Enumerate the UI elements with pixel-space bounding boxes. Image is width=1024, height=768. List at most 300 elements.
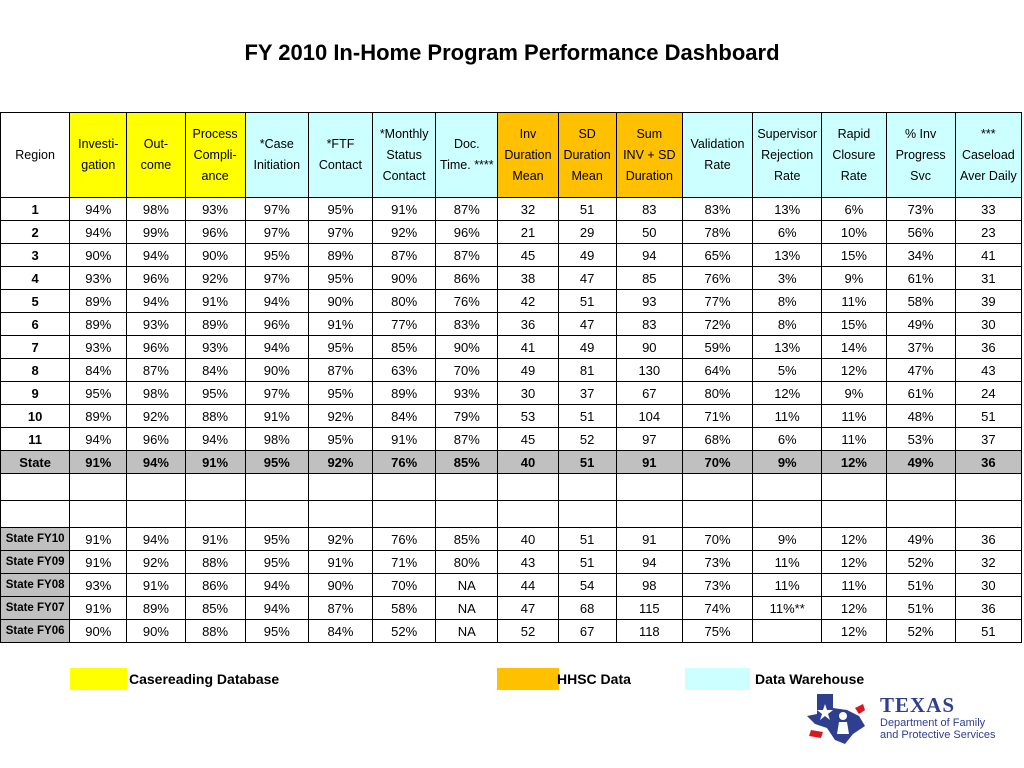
column-header: % Inv Progress Svc	[886, 113, 955, 198]
table-cell: 80%	[682, 382, 752, 405]
table-cell: 21	[498, 221, 558, 244]
table-cell: 96%	[127, 336, 185, 359]
empty-cell	[245, 474, 308, 501]
table-cell: NA	[436, 574, 498, 597]
table-cell: 40	[498, 528, 558, 551]
table-cell: 98%	[127, 382, 185, 405]
table-cell: 89%	[185, 313, 245, 336]
logo-title: TEXAS	[880, 693, 956, 717]
table-cell: 70%	[373, 574, 436, 597]
table-cell: 95%	[245, 620, 308, 643]
table-cell: 32	[955, 551, 1021, 574]
table-cell: 65%	[682, 244, 752, 267]
table-cell: 92%	[127, 551, 185, 574]
table-cell: 94%	[245, 597, 308, 620]
table-cell: 49	[498, 359, 558, 382]
empty-cell	[436, 474, 498, 501]
table-cell: 95%	[70, 382, 127, 405]
table-cell: 95%	[245, 244, 308, 267]
table-cell: 97%	[245, 382, 308, 405]
table-cell: 11%	[753, 551, 822, 574]
column-header: Doc. Time. ****	[436, 113, 498, 198]
row-label: 6	[1, 313, 70, 336]
table-cell: 41	[955, 244, 1021, 267]
region-row	[1, 382, 1022, 405]
table-cell: 29	[558, 221, 616, 244]
table-cell: 94%	[245, 574, 308, 597]
table-cell: 104	[616, 405, 682, 428]
table-cell: 59%	[682, 336, 752, 359]
empty-cell	[558, 474, 616, 501]
table-cell: 95%	[245, 551, 308, 574]
empty-cell	[753, 474, 822, 501]
row-label: State FY10	[1, 528, 70, 551]
empty-cell	[955, 474, 1021, 501]
empty-cell	[70, 501, 127, 528]
table-cell: 87%	[436, 198, 498, 221]
table-cell: 93%	[436, 382, 498, 405]
table-cell: NA	[436, 597, 498, 620]
empty-cell	[886, 501, 955, 528]
table-cell: 76%	[436, 290, 498, 313]
table-cell: 93%	[127, 313, 185, 336]
table-cell: 87%	[436, 244, 498, 267]
empty-cell	[886, 474, 955, 501]
table-cell: 40	[498, 451, 558, 474]
table-cell: 86%	[185, 574, 245, 597]
table-cell: 89%	[373, 382, 436, 405]
table-cell: 49	[558, 336, 616, 359]
table-cell: 77%	[682, 290, 752, 313]
table-cell: 92%	[373, 221, 436, 244]
table-cell: 90%	[308, 574, 372, 597]
table-cell: 90%	[70, 244, 127, 267]
table-cell: 90%	[70, 620, 127, 643]
empty-cell	[558, 501, 616, 528]
table-cell: 85%	[373, 336, 436, 359]
table-cell: 70%	[436, 359, 498, 382]
table-cell: 63%	[373, 359, 436, 382]
column-header: *** Caseload Aver Daily	[955, 113, 1021, 198]
empty-cell	[822, 501, 886, 528]
table-cell: 37	[955, 428, 1021, 451]
table-cell: 94%	[185, 428, 245, 451]
table-cell: 5%	[753, 359, 822, 382]
column-header: *Monthly Status Contact	[373, 113, 436, 198]
table-cell: 39	[955, 290, 1021, 313]
table-cell: 70%	[682, 528, 752, 551]
table-cell: 80%	[436, 551, 498, 574]
table-cell: 6%	[753, 428, 822, 451]
table-cell: 78%	[682, 221, 752, 244]
table-cell: 91%	[185, 451, 245, 474]
table-cell: 70%	[682, 451, 752, 474]
legend-label-hhsc: HHSC Data	[557, 671, 631, 687]
table-cell: 92%	[185, 267, 245, 290]
row-label: 10	[1, 405, 70, 428]
table-cell: 94%	[70, 428, 127, 451]
table-cell: 51	[558, 405, 616, 428]
table-cell: 91%	[185, 528, 245, 551]
table-cell: 12%	[822, 551, 886, 574]
table-cell: 61%	[886, 267, 955, 290]
empty-cell	[373, 474, 436, 501]
empty-cell	[682, 474, 752, 501]
table-cell: 67	[558, 620, 616, 643]
region-row	[1, 405, 1022, 428]
table-cell: 90%	[185, 244, 245, 267]
table-cell: 12%	[753, 382, 822, 405]
table-cell: 24	[955, 382, 1021, 405]
table-cell: 90%	[436, 336, 498, 359]
table-cell: 97	[616, 428, 682, 451]
table-cell: 61%	[886, 382, 955, 405]
row-label: 4	[1, 267, 70, 290]
history-row	[1, 528, 1022, 551]
table-cell: 91%	[70, 528, 127, 551]
table-cell: 93%	[70, 267, 127, 290]
row-label: State FY07	[1, 597, 70, 620]
table-cell: 86%	[436, 267, 498, 290]
table-cell: 47%	[886, 359, 955, 382]
table-cell: 36	[498, 313, 558, 336]
column-header: Investi- gation	[70, 113, 127, 198]
table-cell: 93%	[70, 574, 127, 597]
table-cell: 51	[955, 405, 1021, 428]
table-cell: 91	[616, 451, 682, 474]
table-cell: 76%	[373, 451, 436, 474]
table-cell: 95%	[308, 267, 372, 290]
row-label: 5	[1, 290, 70, 313]
empty-cell	[616, 474, 682, 501]
column-header: Region	[1, 113, 70, 198]
table-cell: 9%	[753, 451, 822, 474]
table-cell: 99%	[127, 221, 185, 244]
empty-cell	[308, 501, 372, 528]
row-label: 11	[1, 428, 70, 451]
table-cell: 84%	[373, 405, 436, 428]
column-header: Process Compli- ance	[185, 113, 245, 198]
region-row	[1, 313, 1022, 336]
table-cell: 49%	[886, 528, 955, 551]
row-label: 9	[1, 382, 70, 405]
table-cell: 87%	[436, 428, 498, 451]
region-row	[1, 221, 1022, 244]
table-cell: 9%	[822, 267, 886, 290]
table-cell: 51%	[886, 574, 955, 597]
empty-cell	[308, 474, 372, 501]
table-cell: 94	[616, 551, 682, 574]
column-header: Out- come	[127, 113, 185, 198]
legend-swatch-data-warehouse	[685, 668, 750, 690]
table-cell: 36	[955, 336, 1021, 359]
table-cell: 96%	[436, 221, 498, 244]
table-cell: 12%	[822, 451, 886, 474]
table-cell: 74%	[682, 597, 752, 620]
table-cell: 12%	[822, 528, 886, 551]
table-cell: 11%	[753, 574, 822, 597]
region-row	[1, 198, 1022, 221]
table-cell: 72%	[682, 313, 752, 336]
column-header: Validation Rate	[682, 113, 752, 198]
table-cell: 88%	[185, 551, 245, 574]
table-cell: 91%	[185, 290, 245, 313]
table-cell: 91%	[308, 551, 372, 574]
table-cell: 47	[558, 267, 616, 290]
table-cell: 95%	[245, 528, 308, 551]
empty-cell	[127, 501, 185, 528]
table-cell: 41	[498, 336, 558, 359]
table-cell: 92%	[308, 451, 372, 474]
table-cell: 12%	[822, 620, 886, 643]
table-cell: 76%	[373, 528, 436, 551]
empty-cell	[373, 501, 436, 528]
empty-cell	[185, 501, 245, 528]
table-cell: 52%	[886, 551, 955, 574]
table-cell: 118	[616, 620, 682, 643]
table-cell: 49	[558, 244, 616, 267]
table-cell: 88%	[185, 405, 245, 428]
table-cell: 91%	[70, 451, 127, 474]
table-cell: 90%	[373, 267, 436, 290]
table-cell: 37%	[886, 336, 955, 359]
table-cell: 87%	[308, 597, 372, 620]
table-cell: 97%	[245, 221, 308, 244]
empty-cell	[1, 501, 70, 528]
legend-label-data-warehouse: Data Warehouse	[755, 671, 865, 687]
row-label: State	[1, 451, 70, 474]
table-cell: 91	[616, 528, 682, 551]
table-cell: 95%	[308, 336, 372, 359]
table-cell: 87%	[373, 244, 436, 267]
table-cell: 71%	[373, 551, 436, 574]
table-cell: 98%	[127, 198, 185, 221]
table-cell: 96%	[127, 267, 185, 290]
table-cell: 33	[955, 198, 1021, 221]
table-cell: 96%	[185, 221, 245, 244]
table-cell: 68	[558, 597, 616, 620]
region-row	[1, 359, 1022, 382]
table-cell: 36	[955, 528, 1021, 551]
table-cell: 73%	[682, 574, 752, 597]
table-cell: 91%	[308, 313, 372, 336]
empty-cell	[127, 474, 185, 501]
table-cell: 76%	[682, 267, 752, 290]
logo-subtitle-line1: Department of Family	[880, 717, 986, 729]
empty-cell	[822, 474, 886, 501]
table-cell: 96%	[127, 428, 185, 451]
empty-cell	[498, 474, 558, 501]
table-cell: 85%	[436, 528, 498, 551]
table-cell: 38	[498, 267, 558, 290]
table-cell: 58%	[373, 597, 436, 620]
table-cell: 51	[558, 290, 616, 313]
region-row	[1, 336, 1022, 359]
table-cell: 51	[955, 620, 1021, 643]
table-cell: 51%	[886, 597, 955, 620]
table-cell: 47	[558, 313, 616, 336]
table-cell: 30	[955, 574, 1021, 597]
row-label: State FY06	[1, 620, 70, 643]
table-cell: 48%	[886, 405, 955, 428]
column-header: *Case Initiation	[245, 113, 308, 198]
history-row	[1, 620, 1022, 643]
table-cell: 91%	[70, 551, 127, 574]
table-cell: 92%	[127, 405, 185, 428]
table-cell: 94%	[245, 336, 308, 359]
table-cell: 51	[558, 451, 616, 474]
table-cell: 87%	[308, 359, 372, 382]
table-cell: 49%	[886, 313, 955, 336]
region-row	[1, 244, 1022, 267]
table-cell: 90%	[245, 359, 308, 382]
table-cell: 13%	[753, 198, 822, 221]
empty-cell	[185, 474, 245, 501]
table-cell	[753, 620, 822, 643]
empty-cell	[498, 501, 558, 528]
table-cell: 6%	[822, 198, 886, 221]
legend-swatch-casereading	[70, 668, 127, 690]
table-cell: 37	[558, 382, 616, 405]
table-cell: 94%	[127, 244, 185, 267]
table-cell: 95%	[245, 451, 308, 474]
table-cell: 56%	[886, 221, 955, 244]
table-cell: 6%	[753, 221, 822, 244]
table-cell: 10%	[822, 221, 886, 244]
region-row	[1, 267, 1022, 290]
table-cell: 73%	[886, 198, 955, 221]
table-cell: 79%	[436, 405, 498, 428]
table-cell: 91%	[127, 574, 185, 597]
table-cell: 50	[616, 221, 682, 244]
column-header: Sum INV + SD Duration	[616, 113, 682, 198]
table-cell: 52	[558, 428, 616, 451]
table-cell: 34%	[886, 244, 955, 267]
table-cell: 53%	[886, 428, 955, 451]
table-cell: 14%	[822, 336, 886, 359]
empty-cell	[1, 474, 70, 501]
table-cell: 88%	[185, 620, 245, 643]
empty-cell	[682, 501, 752, 528]
table-cell: 73%	[682, 551, 752, 574]
row-label: 3	[1, 244, 70, 267]
table-cell: 11%**	[753, 597, 822, 620]
table-cell: 98%	[245, 428, 308, 451]
table-cell: 93%	[185, 336, 245, 359]
history-row	[1, 551, 1022, 574]
table-cell: 93	[616, 290, 682, 313]
table-cell: 12%	[822, 597, 886, 620]
table-cell: 8%	[753, 290, 822, 313]
table-cell: 95%	[185, 382, 245, 405]
table-cell: 67	[616, 382, 682, 405]
table-cell: 12%	[822, 359, 886, 382]
history-row	[1, 574, 1022, 597]
table-cell: 130	[616, 359, 682, 382]
table-cell: 15%	[822, 313, 886, 336]
blank-row	[1, 474, 1022, 501]
table-cell: 30	[955, 313, 1021, 336]
table-cell: 43	[955, 359, 1021, 382]
table-cell: 64%	[682, 359, 752, 382]
blank-row	[1, 501, 1022, 528]
table-cell: 85	[616, 267, 682, 290]
empty-cell	[753, 501, 822, 528]
column-header: SD Duration Mean	[558, 113, 616, 198]
header-row	[1, 113, 1022, 198]
table-cell: 36	[955, 451, 1021, 474]
table-cell: 13%	[753, 244, 822, 267]
logo-subtitle-line2: and Protective Services	[880, 729, 996, 741]
table-cell: 52%	[373, 620, 436, 643]
table-cell: 85%	[436, 451, 498, 474]
table-cell: 87%	[127, 359, 185, 382]
table-cell: 83	[616, 198, 682, 221]
history-row	[1, 597, 1022, 620]
row-label: 2	[1, 221, 70, 244]
table-cell: 52%	[886, 620, 955, 643]
table-cell: 81	[558, 359, 616, 382]
table-cell: 51	[558, 528, 616, 551]
row-label: 8	[1, 359, 70, 382]
table-cell: 75%	[682, 620, 752, 643]
table-cell: 94%	[127, 451, 185, 474]
table-cell: 95%	[308, 382, 372, 405]
table-cell: 13%	[753, 336, 822, 359]
table-cell: 97%	[245, 198, 308, 221]
state-total-row	[1, 451, 1022, 474]
table-cell: 94%	[70, 198, 127, 221]
table-cell: 95%	[308, 428, 372, 451]
table-cell: 94%	[127, 528, 185, 551]
table-cell: 89%	[70, 405, 127, 428]
table-cell: 84%	[185, 359, 245, 382]
empty-cell	[70, 474, 127, 501]
table-cell: 83%	[436, 313, 498, 336]
table-cell: 68%	[682, 428, 752, 451]
column-header: *FTF Contact	[308, 113, 372, 198]
table-cell: 80%	[373, 290, 436, 313]
legend-swatch-hhsc	[497, 668, 559, 690]
table-cell: 96%	[245, 313, 308, 336]
table-cell: 91%	[373, 198, 436, 221]
table-cell: 83%	[682, 198, 752, 221]
table-cell: 91%	[245, 405, 308, 428]
table-cell: 9%	[822, 382, 886, 405]
table-cell: 11%	[822, 290, 886, 313]
column-header: Rapid Closure Rate	[822, 113, 886, 198]
table-cell: 45	[498, 428, 558, 451]
table-cell: 84%	[70, 359, 127, 382]
table-cell: 90	[616, 336, 682, 359]
table-cell: 53	[498, 405, 558, 428]
row-label: 7	[1, 336, 70, 359]
region-row	[1, 290, 1022, 313]
empty-cell	[616, 501, 682, 528]
logo-subtitle	[880, 717, 996, 741]
table-cell: 95%	[308, 198, 372, 221]
performance-table	[0, 112, 1022, 643]
table-cell: 11%	[822, 574, 886, 597]
table-cell: 89%	[308, 244, 372, 267]
row-label: State FY08	[1, 574, 70, 597]
table-cell: 83	[616, 313, 682, 336]
table-cell: 52	[498, 620, 558, 643]
table-cell: 98	[616, 574, 682, 597]
table-cell: 3%	[753, 267, 822, 290]
table-cell: 97%	[245, 267, 308, 290]
table-cell: 93%	[70, 336, 127, 359]
